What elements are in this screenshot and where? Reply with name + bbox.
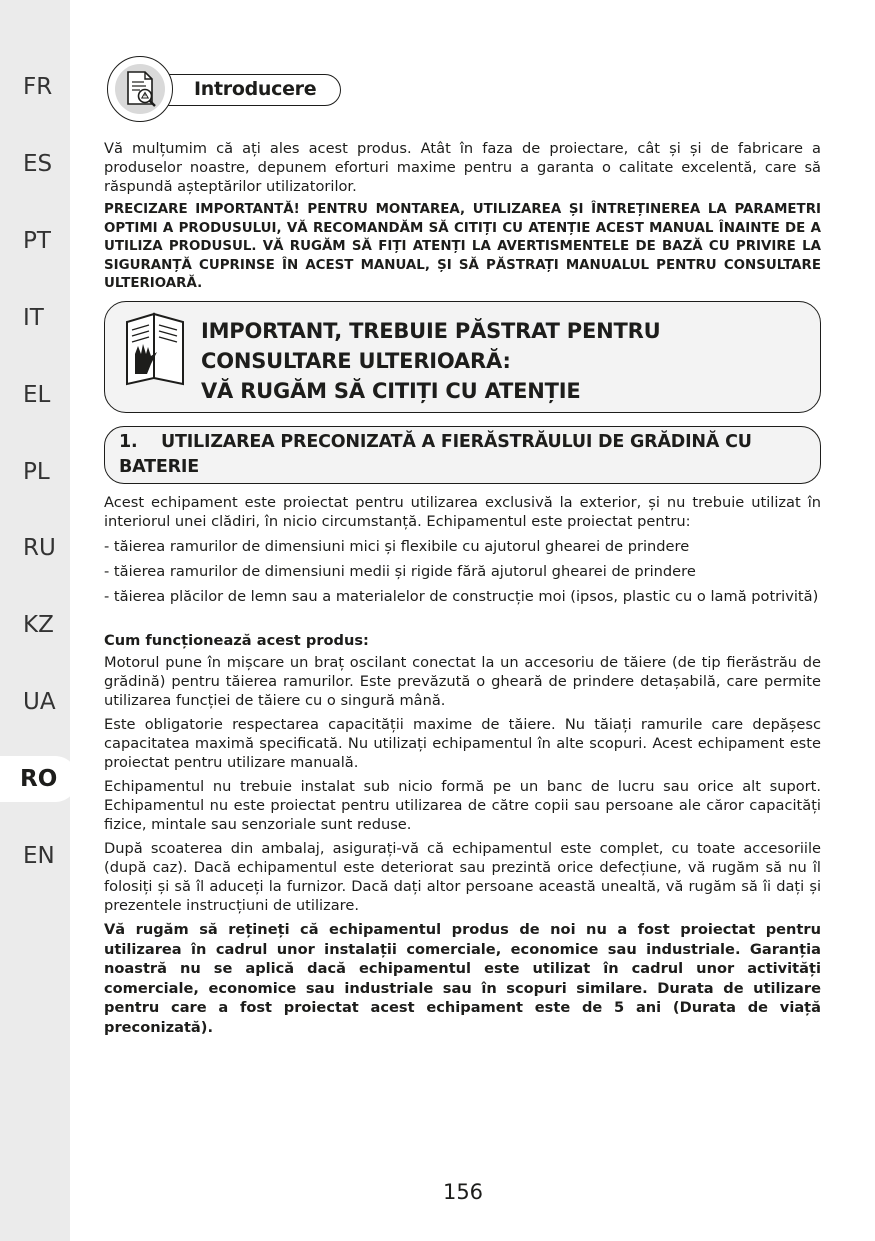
section-heading-box: [104, 426, 821, 484]
section-paragraph-1: Acest echipament este proiectat pentru utilizarea exclusivă la exterior, și nu trebuie utilizat în interiorul unei clădiri, în nicio circumstanță. Echipamentul este proiectat pentru:: [104, 494, 821, 530]
lang-tab-pt[interactable]: PT: [23, 228, 51, 254]
lang-tab-it[interactable]: IT: [23, 305, 44, 331]
section-1-heading: [119, 430, 752, 480]
page-title: Introducere: [194, 78, 317, 100]
section-heading-line-1: 1. UTILIZAREA PRECONIZATĂ A FIERĂSTRĂULUI DE GRĂDINĂ CU: [119, 432, 752, 452]
lang-tab-en[interactable]: EN: [23, 843, 55, 869]
important-line-3: VĂ RUGĂM SĂ CITIȚI CU ATENȚIE: [201, 379, 581, 403]
section-heading-line-2: BATERIE: [119, 457, 199, 477]
document-warning-icon: [114, 63, 166, 115]
lang-tab-pl[interactable]: PL: [23, 459, 50, 485]
section-paragraph-6: Vă rugăm să rețineți că echipamentul produs de noi nu a fost proiectat pentru utilizarea în cadrul unor instalații comerciale, economice sau industriale. Garanția noastră nu se aplică dacă echipamentul este utilizat în cadrul unor activități comerciale, economice sau industriale sau în scopuri similare. Durata de utilizare pentru care a fost proiectat acest echipament este de 5 ani (Durata de viață preconizată).: [104, 921, 821, 1036]
lang-tab-el[interactable]: EL: [23, 382, 51, 408]
lang-tab-ru[interactable]: RU: [23, 535, 56, 561]
important-line-2: CONSULTARE ULTERIOARĂ:: [201, 349, 511, 373]
manual-book-icon: [121, 308, 191, 388]
lang-tab-fr[interactable]: FR: [23, 74, 53, 100]
section-paragraph-2: Motorul pune în mișcare un braț oscilant conectat la un accesoriu de tăiere (de tip fierăstrău de grădină) pentru tăierea ramurilor. Este prevăzută o gheară de prindere detașabilă, care permite utilizarea funcției de tăiere cu o singură mână.: [104, 654, 821, 709]
lang-tab-ua[interactable]: UA: [23, 689, 56, 715]
important-callout: [104, 301, 821, 413]
list-item: - tăierea plăcilor de lemn sau a materialelor de construcție moi (ipsos, plastic cu o lamă potrivită): [104, 588, 819, 605]
important-notice: PRECIZARE IMPORTANTĂ! PENTRU MONTAREA, UTILIZAREA ȘI ÎNTREȚINEREA LA PARAMETRI OPTIMI A PRODUSULUI, VĂ RECOMANDĂM SĂ CITIȚI CU ATENȚIE ACEST MANUAL ÎNAINTE DE A UTILIZA PRODUSUL. VĂ RUGĂM SĂ FIȚI ATENȚI LA AVERTISMENTELE DE BAZĂ CU PRIVIRE LA SIGURANȚĂ CUPRINSE ÎN ACEST MANUAL, ȘI SĂ PĂSTRAȚI MANUALUL PENTRU CONSULTARE ULTERIOARĂ.: [104, 202, 821, 291]
lang-tab-kz[interactable]: KZ: [23, 612, 54, 638]
header-icon-badge: [107, 56, 173, 122]
intro-header: [104, 56, 344, 122]
important-line-1: IMPORTANT, TREBUIE PĂSTRAT PENTRU: [201, 319, 661, 343]
lang-tab-ro-active[interactable]: RO: [0, 756, 78, 802]
section-paragraph-3: Este obligatorie respectarea capacității maxime de tăiere. Nu tăiați ramurile care depășesc capacitatea maximă specificată. Nu utilizați echipamentul în alte scopuri. Acest echipament este proiectat pentru utilizare manuală.: [104, 716, 821, 771]
important-heading: [201, 316, 660, 406]
list-item: - tăierea ramurilor de dimensiuni mici și flexibile cu ajutorul ghearei de prindere: [104, 538, 690, 555]
section-paragraph-5: După scoaterea din ambalaj, asigurați-vă că echipamentul este complet, cu toate accesoriile (după caz). Dacă echipamentul este deteriorat sau prezintă orice defecțiune, vă rugăm să nu îl folosiți și să îl aduceți la furnizor. Dacă dați altor persoane această unealtă, vă rugăm să îi dați și prezentele instrucțiuni de utilizare.: [104, 840, 821, 914]
intro-paragraph: Vă mulțumim că ați ales acest produs. Atât în faza de proiectare, cât și și de fabricare a produselor noastre, depunem eforturi maxime pentru a garanta o calitate excelentă, care să răspundă așteptărilor utilizatorilor.: [104, 140, 821, 195]
lang-tab-es[interactable]: ES: [23, 151, 53, 177]
language-sidebar: [0, 0, 70, 1241]
section-paragraph-4: Echipamentul nu trebuie instalat sub nicio formă pe un banc de lucru sau orice alt suport. Echipamentul nu este proiectat pentru utilizarea de către copii sau persoane ale căror capacități fizice, mintale sau senzoriale sunt reduse.: [104, 778, 821, 833]
list-item: - tăierea ramurilor de dimensiuni medii și rigide fără ajutorul ghearei de prindere: [104, 563, 696, 580]
subheading: Cum funcționează acest produs:: [104, 632, 369, 649]
page-number: 156: [442, 1180, 484, 1204]
